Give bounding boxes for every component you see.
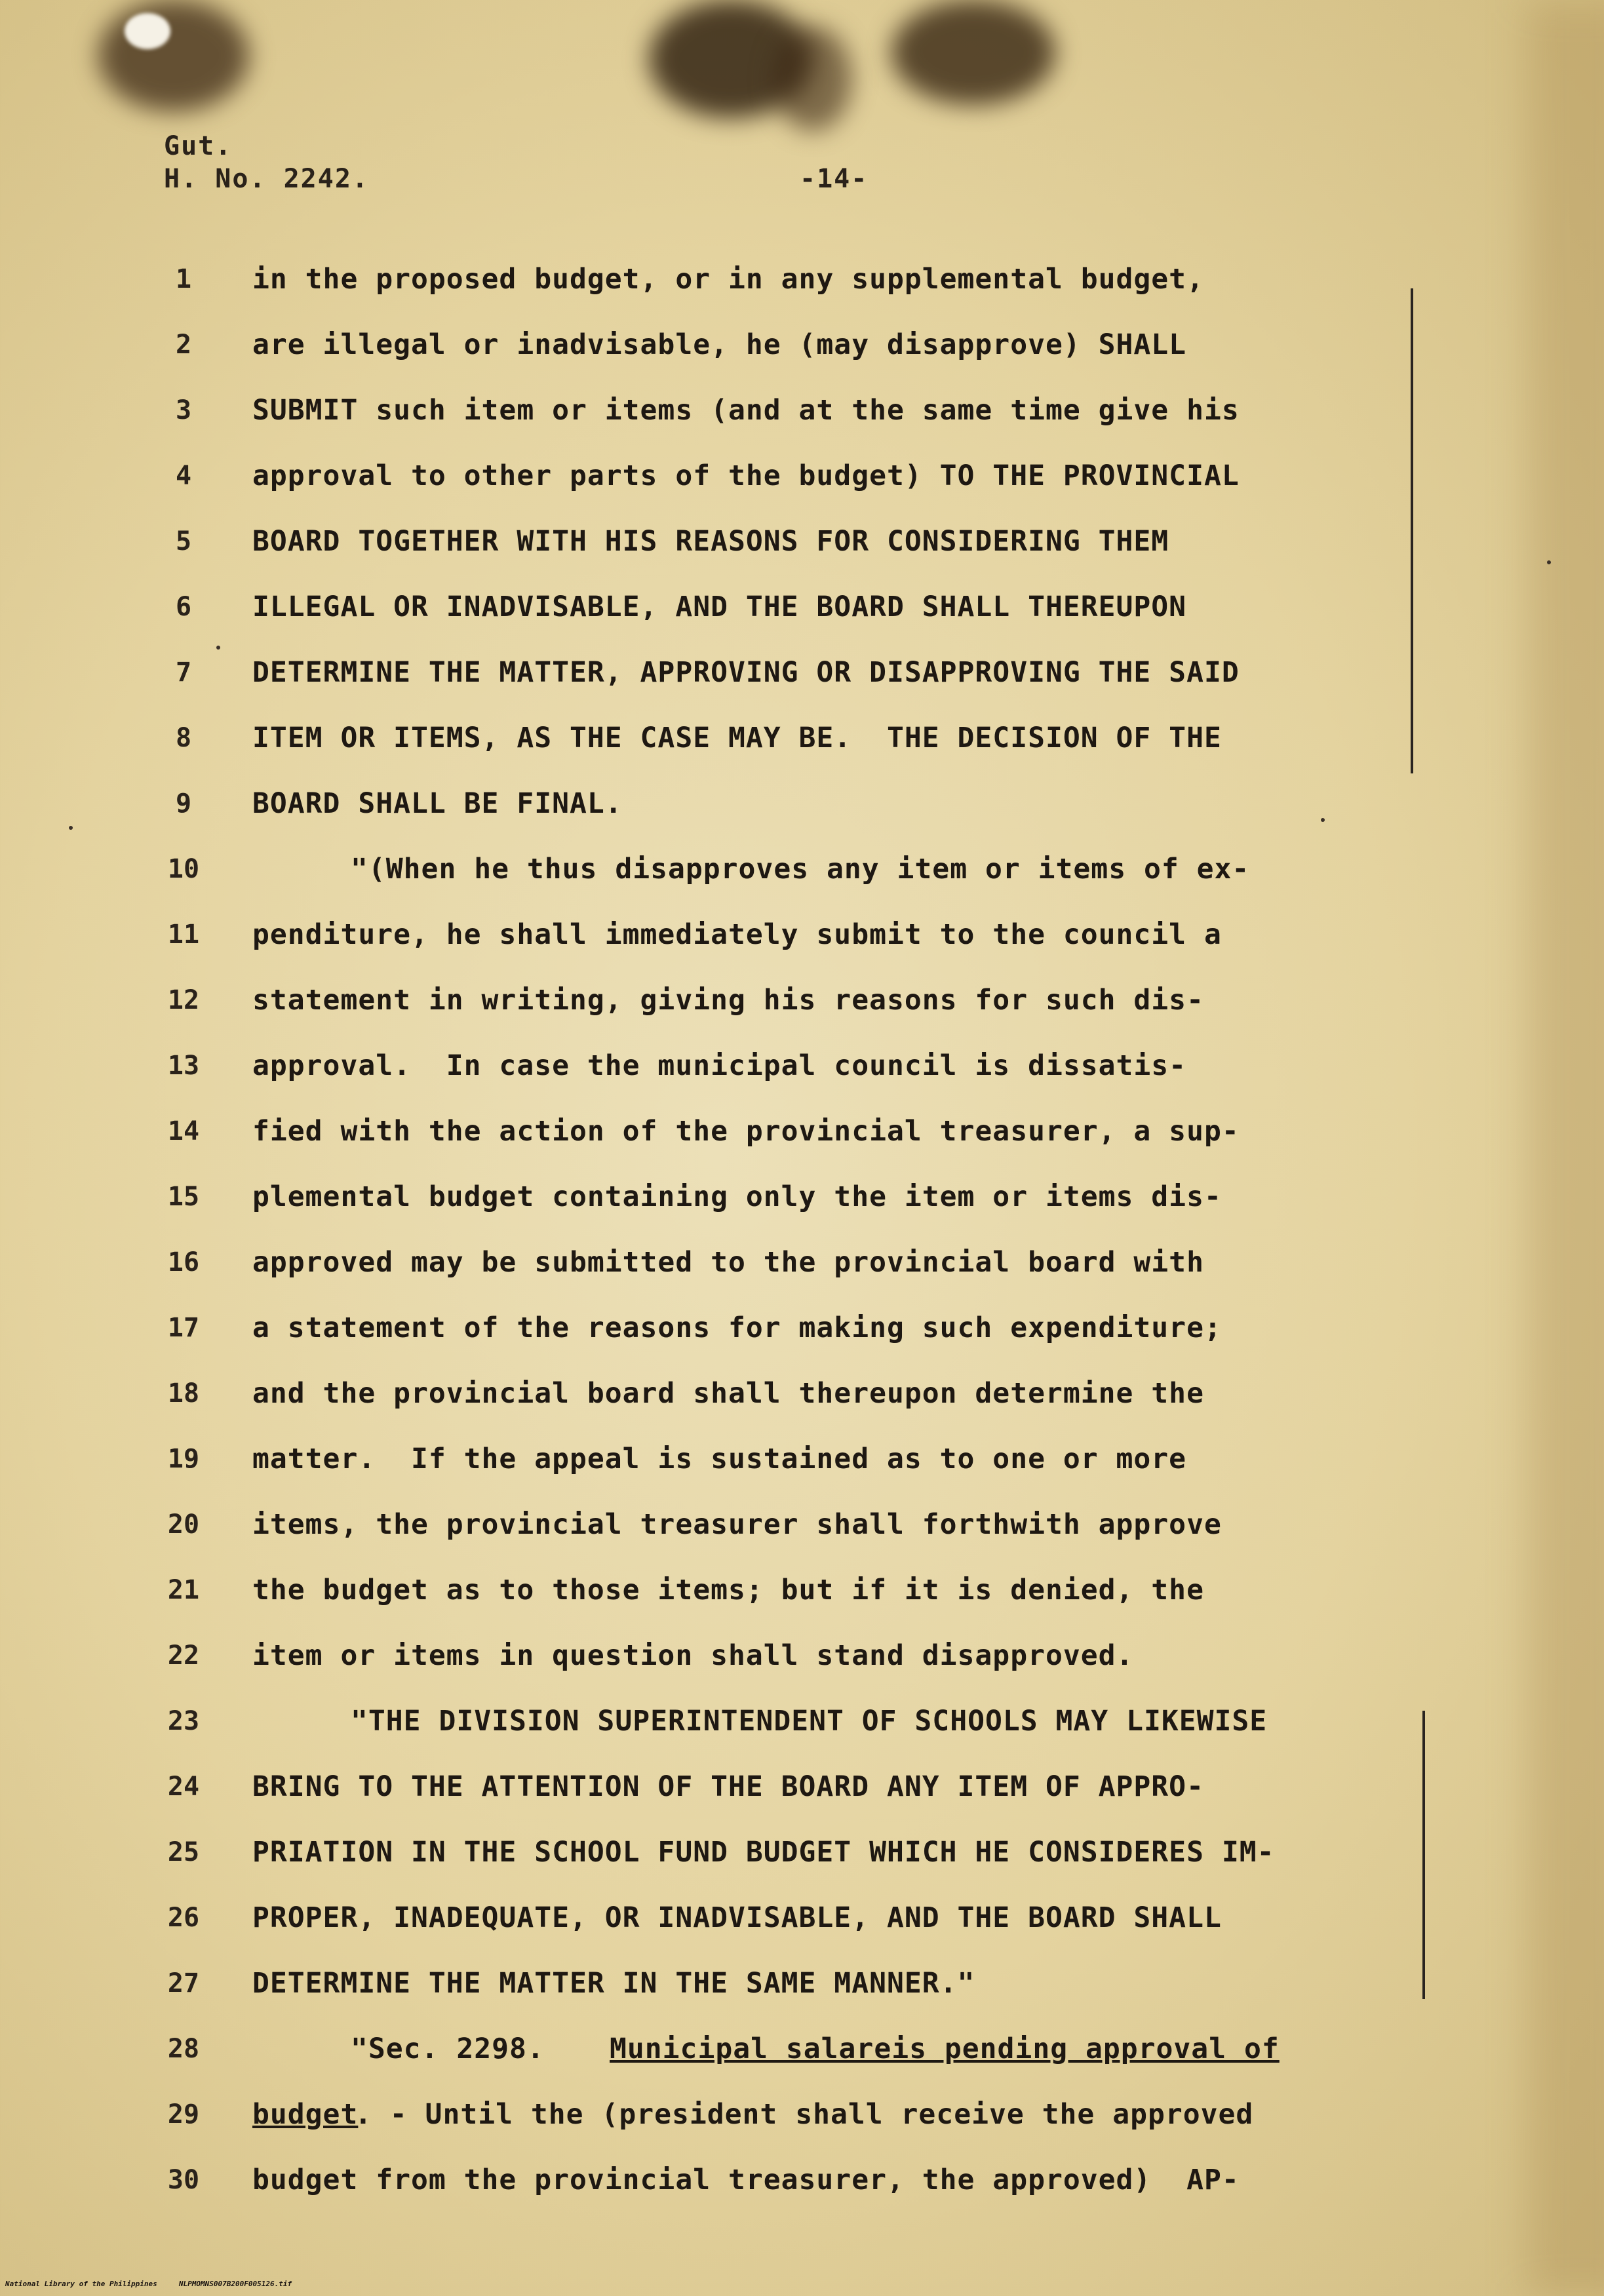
text-line	[0, 980, 1604, 1026]
text-line	[0, 456, 1604, 501]
line-text: approval. In case the municipal council is dissatis-	[252, 1049, 1187, 1082]
line-number: 9	[175, 788, 192, 819]
text-line	[0, 390, 1604, 436]
header-page-number: -14-	[800, 164, 869, 194]
text-line	[0, 587, 1604, 632]
line-text: PRIATION IN THE SCHOOL FUND BUDGET WHICH HE CONSIDERES IM-	[252, 1836, 1275, 1869]
line-text: PROPER, INADEQUATE, OR INADVISABLE, AND THE BOARD SHALL	[252, 1901, 1222, 1934]
line-text: the budget as to those items; but if it is denied, the	[252, 1574, 1204, 1606]
line-number: 29	[167, 2099, 200, 2130]
line-text: ILLEGAL OR INADVISABLE, AND THE BOARD SHALL THEREUPON	[252, 591, 1187, 623]
line-text: DETERMINE THE MATTER IN THE SAME MANNER."	[252, 1967, 975, 2000]
text-line	[0, 1177, 1604, 1222]
text-line	[0, 1897, 1604, 1943]
line-number: 30	[167, 2165, 200, 2195]
line-text: items, the provincial treasurer shall forthwith approve	[252, 1508, 1222, 1541]
line-number: 16	[167, 1247, 200, 1277]
section-title: Municipal salareis pending approval of	[610, 2033, 1280, 2065]
line-number: 6	[175, 592, 192, 622]
line-number: 23	[167, 1706, 200, 1736]
stain-hole	[125, 13, 170, 49]
text-line	[0, 1373, 1604, 1419]
header-bill-number: H. No. 2242.	[164, 164, 369, 194]
archive-footer: National Library of the Philippines NLPMOMNS007B200F005126.tif	[5, 2280, 292, 2288]
line-number: 12	[167, 985, 200, 1015]
line-number: 13	[167, 1051, 200, 1081]
line-number: 24	[167, 1772, 200, 1802]
line-number: 21	[167, 1575, 200, 1605]
line-number: 4	[175, 461, 192, 491]
text-line	[0, 521, 1604, 567]
text-line	[0, 652, 1604, 698]
line-number: 18	[167, 1378, 200, 1409]
text-line	[0, 1111, 1604, 1157]
line-number: 10	[167, 854, 200, 884]
margin-bracket-lower	[1422, 1711, 1425, 1999]
text-line	[0, 1766, 1604, 1812]
line-text: approval to other parts of the budget) TO THE PROVINCIAL	[252, 459, 1240, 492]
text-line	[0, 1045, 1604, 1091]
line-text: plemental budget containing only the item or items dis-	[252, 1180, 1222, 1213]
line-number: 25	[167, 1837, 200, 1867]
line-number: 28	[167, 2034, 200, 2064]
text-line	[0, 1570, 1604, 1616]
stain-top-right	[891, 0, 1055, 105]
line-text: BRING TO THE ATTENTION OF THE BOARD ANY ITEM OF APPRO-	[252, 1770, 1204, 1803]
line-number: 15	[167, 1182, 200, 1212]
line-number: 27	[167, 1968, 200, 1998]
line-text: . - Until the (president shall receive the approved	[355, 2098, 1254, 2131]
ink-speck	[1547, 560, 1551, 564]
line-number: 14	[167, 1116, 200, 1146]
text-line	[0, 1242, 1604, 1288]
stain-top-center-right	[773, 26, 852, 131]
line-number: 2	[175, 330, 192, 360]
line-text: BOARD SHALL BE FINAL.	[252, 787, 623, 820]
text-line	[0, 2029, 1604, 2074]
line-text: approved may be submitted to the provincial board with	[252, 1246, 1204, 1279]
line-text: BOARD TOGETHER WITH HIS REASONS FOR CONSIDERING THEM	[252, 525, 1169, 558]
text-line	[0, 1308, 1604, 1353]
line-number: 19	[167, 1444, 200, 1474]
text-line	[0, 783, 1604, 829]
line-text: fied with the action of the provincial treasurer, a sup-	[252, 1115, 1240, 1148]
line-text: SUBMIT such item or items (and at the same time give his	[252, 394, 1240, 427]
line-text: a statement of the reasons for making such expenditure;	[252, 1312, 1222, 1344]
text-line	[0, 1439, 1604, 1485]
ink-speck	[1321, 818, 1325, 822]
line-text: DETERMINE THE MATTER, APPROVING OR DISAPPROVING THE SAID	[252, 656, 1240, 689]
text-line	[0, 2094, 1604, 2140]
line-number: 26	[167, 1903, 200, 1933]
line-text: in the proposed budget, or in any supplemental budget,	[252, 263, 1204, 296]
stain-top-left	[98, 0, 249, 111]
header-initials: Gut.	[164, 131, 233, 161]
text-line	[0, 1963, 1604, 2009]
line-text: and the provincial board shall thereupon determine the	[252, 1377, 1204, 1410]
text-line	[0, 1635, 1604, 1681]
line-text: penditure, he shall immediately submit to the council a	[252, 918, 1222, 951]
line-text: "THE DIVISION SUPERINTENDENT OF SCHOOLS MAY LIKEWISE	[351, 1705, 1268, 1738]
text-line	[0, 1701, 1604, 1747]
line-number: 22	[167, 1641, 200, 1671]
line-text: matter. If the appeal is sustained as to one or more	[252, 1443, 1187, 1475]
line-text: ITEM OR ITEMS, AS THE CASE MAY BE. THE DECISION OF THE	[252, 722, 1222, 754]
line-number: 1	[175, 264, 192, 294]
section-title-end: budget	[252, 2098, 359, 2131]
text-line	[0, 2160, 1604, 2206]
line-number: 3	[175, 395, 192, 425]
text-line	[0, 914, 1604, 960]
section-number: "Sec. 2298.	[351, 2033, 580, 2065]
line-number: 20	[167, 1509, 200, 1540]
line-number: 7	[175, 657, 192, 688]
line-text: statement in writing, giving his reasons for such dis-	[252, 984, 1204, 1017]
line-text: budget from the provincial treasurer, the approved) AP-	[252, 2164, 1240, 2196]
ink-speck	[69, 826, 73, 830]
text-line	[0, 718, 1604, 764]
margin-bracket-upper	[1411, 288, 1413, 773]
ink-speck	[216, 646, 220, 650]
text-line	[0, 259, 1604, 305]
text-line	[0, 1832, 1604, 1878]
line-text: item or items in question shall stand disapproved.	[252, 1639, 1134, 1672]
line-number: 5	[175, 526, 192, 556]
text-line	[0, 324, 1604, 370]
line-text: "(When he thus disapproves any item or items of ex-	[351, 853, 1250, 885]
line-number: 17	[167, 1313, 200, 1343]
line-number: 8	[175, 723, 192, 753]
text-line	[0, 1504, 1604, 1550]
line-text: are illegal or inadvisable, he (may disapprove) SHALL	[252, 328, 1187, 361]
line-number: 11	[167, 920, 200, 950]
text-line	[0, 849, 1604, 895]
